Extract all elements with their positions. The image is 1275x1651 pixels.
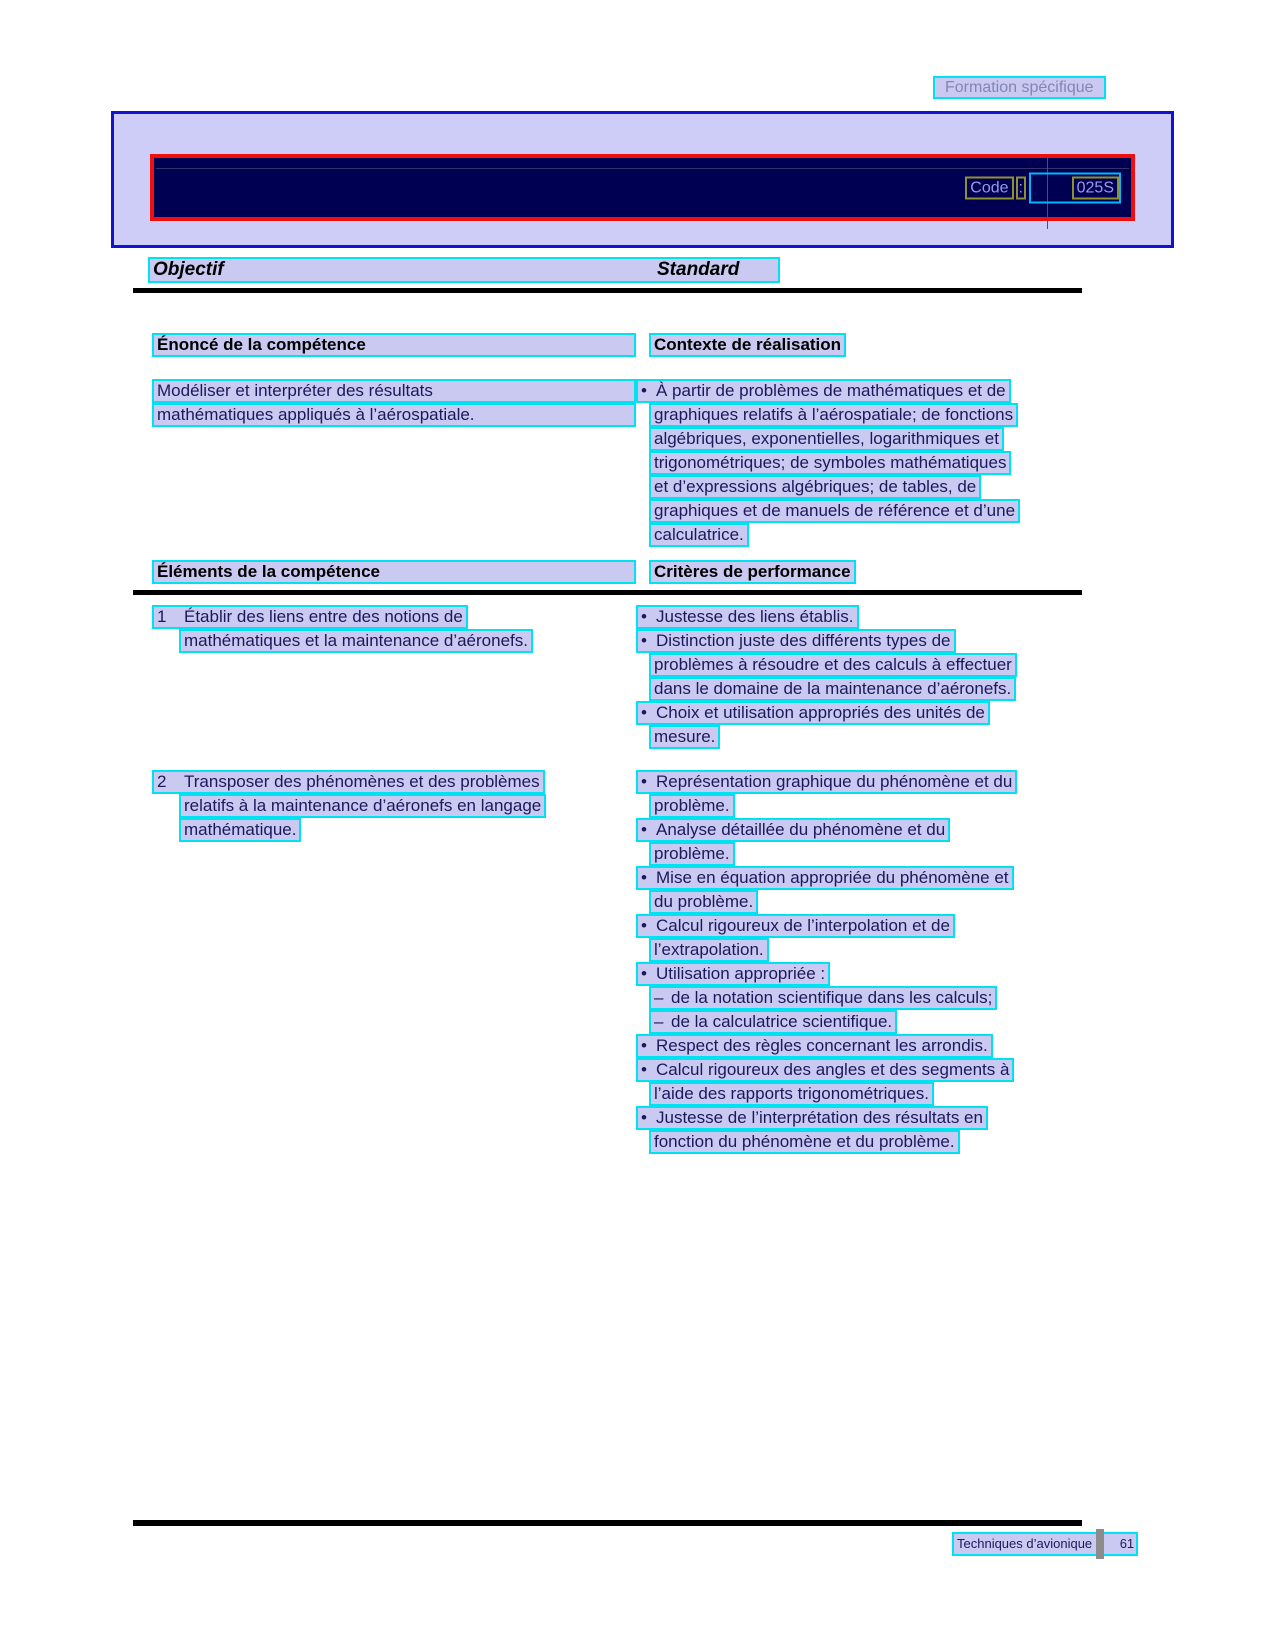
item2-row — [152, 770, 1142, 1154]
line-text: Respect des règles concernant les arrondis. — [656, 1036, 988, 1055]
bullet-icon: • — [641, 772, 647, 791]
ocr-highlight — [636, 914, 955, 938]
ocr-highlight — [636, 379, 1011, 403]
line-text: et d’expressions algébriques; de tables, de — [654, 477, 977, 496]
text-line — [649, 427, 1142, 451]
enonce-body-row — [152, 379, 1142, 547]
ocr-highlight — [636, 629, 956, 653]
text-line — [649, 842, 1142, 866]
text-line — [649, 653, 1142, 677]
objectif-heading: Objectif — [153, 259, 224, 280]
text-line — [649, 938, 1142, 962]
text-line — [649, 451, 1142, 475]
contexte-header: Contexte de réalisation — [649, 333, 846, 357]
text-line — [636, 379, 1142, 403]
ocr-highlight — [636, 605, 859, 629]
line-text: dans le domaine de la maintenance d’aéronefs. — [654, 679, 1012, 698]
text-line — [636, 818, 1142, 842]
ocr-highlight — [649, 986, 997, 1010]
item2-statement — [152, 770, 636, 1154]
bullet-icon: • — [641, 868, 647, 887]
line-text: mesure. — [654, 727, 716, 746]
bullet-icon: • — [641, 631, 647, 650]
context-list — [636, 379, 1142, 547]
criteres-header: Critères de performance — [649, 560, 856, 584]
line-text: mathématiques et la maintenance d’aéronefs. — [184, 631, 528, 650]
code-label: Code — [965, 176, 1013, 199]
bullet-icon: • — [641, 916, 647, 935]
line-text: relatifs à la maintenance d’aéronefs en langage — [184, 796, 542, 815]
line-text: problèmes à résoudre et des calculs à effectuer — [654, 655, 1012, 674]
ocr-highlight — [649, 890, 758, 914]
text-line — [649, 475, 1142, 499]
footer — [952, 1532, 1138, 1556]
code-colon: : — [1016, 176, 1026, 199]
text-line — [649, 677, 1142, 701]
text-line — [152, 605, 636, 629]
item1-row — [152, 605, 1142, 749]
ocr-highlight — [649, 653, 1017, 677]
text-line — [649, 1082, 1142, 1106]
item1-criteria-list — [636, 605, 1142, 749]
line-text: Mise en équation appropriée du phénomène et — [656, 868, 1009, 887]
line-text: de la calculatrice scientifique. — [671, 1012, 893, 1031]
line-text: mathématiques appliqués à l’aérospatiale. — [157, 405, 475, 424]
banner-gridline — [156, 168, 1129, 169]
text-line — [649, 890, 1142, 914]
line-text: Justesse de l’interprétation des résultats en — [656, 1108, 983, 1127]
line-text: calculatrice. — [654, 525, 744, 544]
ocr-highlight — [636, 818, 950, 842]
ocr-highlight — [649, 1010, 897, 1034]
code-row — [965, 172, 1121, 203]
ocr-highlight — [649, 842, 735, 866]
ocr-highlight — [636, 1058, 1014, 1082]
line-text: problème. — [654, 844, 730, 863]
ocr-highlight — [636, 962, 830, 986]
line-text: Distinction juste des différents types de — [656, 631, 951, 650]
text-line — [152, 379, 636, 403]
line-text: Utilisation appropriée : — [656, 964, 826, 983]
objectif-standard-band — [148, 257, 780, 283]
line-text: algébriques, exponentielles, logarithmiques et — [654, 429, 999, 448]
text-line — [649, 794, 1142, 818]
ocr-highlight — [152, 605, 468, 629]
line-text: du problème. — [654, 892, 754, 911]
ocr-highlight — [152, 770, 545, 794]
code-value-box — [1029, 172, 1121, 203]
section-rule — [133, 590, 1082, 595]
line-text: l’extrapolation. — [654, 940, 764, 959]
line-text: Choix et utilisation appropriés des unités de — [656, 703, 985, 722]
item-number: 2 — [157, 772, 167, 791]
text-line — [636, 914, 1142, 938]
competence-statement — [152, 379, 636, 547]
ocr-highlight — [649, 677, 1016, 701]
dash-icon: – — [654, 1012, 664, 1031]
line-text: l’aide des rapports trigonométriques. — [654, 1084, 929, 1103]
item-number: 1 — [157, 607, 167, 626]
text-line — [649, 1130, 1142, 1154]
text-line — [636, 1034, 1142, 1058]
elements-header-row — [152, 560, 1142, 584]
text-line — [649, 403, 1142, 427]
section-rule — [133, 288, 1082, 293]
ocr-highlight — [649, 725, 720, 749]
ocr-highlight — [636, 866, 1014, 890]
bullet-icon: • — [641, 607, 647, 626]
line-text: mathématique. — [184, 820, 297, 839]
footer-band — [952, 1532, 1138, 1556]
code-value: 025S — [1072, 176, 1119, 199]
text-line — [636, 1106, 1142, 1130]
ocr-highlight — [649, 451, 1011, 475]
ocr-highlight — [649, 938, 769, 962]
bullet-icon: • — [641, 1108, 647, 1127]
text-line — [179, 818, 636, 842]
text-line — [636, 605, 1142, 629]
line-text: graphiques et de manuels de référence et d’une — [654, 501, 1016, 520]
standard-heading: Standard — [657, 259, 740, 280]
text-line — [636, 629, 1142, 653]
bullet-icon: • — [641, 381, 647, 400]
ocr-highlight — [179, 794, 546, 818]
line-text: Calcul rigoureux des angles et des segments à — [656, 1060, 1010, 1079]
ocr-highlight — [636, 1034, 993, 1058]
text-line — [649, 499, 1142, 523]
bullet-icon: • — [641, 820, 647, 839]
footer-rule — [133, 1520, 1082, 1526]
bullet-icon: • — [641, 964, 647, 983]
ocr-highlight — [636, 701, 990, 725]
ocr-highlight — [179, 818, 301, 842]
enonce-header-row — [152, 333, 1142, 357]
text-line — [636, 962, 1142, 986]
formation-label: Formation spécifique — [933, 76, 1106, 99]
text-line — [152, 770, 636, 794]
elements-header: Éléments de la compétence — [152, 560, 636, 584]
text-line — [636, 1058, 1142, 1082]
ocr-highlight — [649, 1082, 934, 1106]
footer-divider — [1096, 1529, 1104, 1559]
line-text: Modéliser et interpréter des résultats — [157, 381, 433, 400]
text-line — [636, 866, 1142, 890]
line-text: Analyse détaillée du phénomène et du — [656, 820, 946, 839]
bullet-icon: • — [641, 1036, 647, 1055]
ocr-highlight — [152, 403, 636, 427]
title-banner-box — [111, 111, 1174, 248]
ocr-highlight — [152, 379, 636, 403]
ocr-highlight — [636, 1106, 988, 1130]
ocr-highlight — [649, 794, 735, 818]
ocr-highlight — [649, 499, 1020, 523]
bullet-icon: • — [641, 703, 647, 722]
text-line — [649, 725, 1142, 749]
ocr-highlight — [649, 1130, 960, 1154]
line-text: de la notation scientifique dans les calculs; — [671, 988, 993, 1007]
text-line — [152, 403, 636, 427]
line-text: Représentation graphique du phénomène et du — [656, 772, 1013, 791]
enonce-header: Énoncé de la compétence — [152, 333, 636, 357]
text-line — [649, 986, 1142, 1010]
objectif-standard-row — [148, 257, 780, 283]
dash-icon: – — [654, 988, 664, 1007]
line-text: fonction du phénomène et du problème. — [654, 1132, 955, 1151]
text-line — [179, 629, 636, 653]
ocr-highlight — [649, 403, 1018, 427]
text-line — [649, 1010, 1142, 1034]
line-text: graphiques relatifs à l’aérospatiale; de fonctions — [654, 405, 1014, 424]
text-line — [179, 794, 636, 818]
text-line — [636, 701, 1142, 725]
ocr-highlight — [649, 523, 749, 547]
text-line — [636, 770, 1142, 794]
footer-program: Techniques d’avionique — [957, 1536, 1093, 1551]
line-text: Transposer des phénomènes et des problèmes — [184, 772, 540, 791]
page-number: 61 — [1119, 1536, 1135, 1551]
code-banner — [150, 154, 1135, 221]
ocr-highlight — [179, 629, 533, 653]
ocr-highlight — [636, 770, 1017, 794]
line-text: trigonométriques; de symboles mathématiques — [654, 453, 1007, 472]
bullet-icon: • — [641, 1060, 647, 1079]
item2-criteria-list — [636, 770, 1142, 1154]
line-text: Établir des liens entre des notions de — [184, 607, 463, 626]
line-text: Calcul rigoureux de l’interpolation et de — [656, 916, 950, 935]
line-text: problème. — [654, 796, 730, 815]
text-line — [649, 523, 1142, 547]
line-text: Justesse des liens établis. — [656, 607, 854, 626]
item1-statement — [152, 605, 636, 749]
line-text: À partir de problèmes de mathématiques et de — [656, 381, 1006, 400]
ocr-highlight — [649, 427, 1004, 451]
ocr-highlight — [649, 475, 981, 499]
top-label-row — [933, 76, 1106, 99]
